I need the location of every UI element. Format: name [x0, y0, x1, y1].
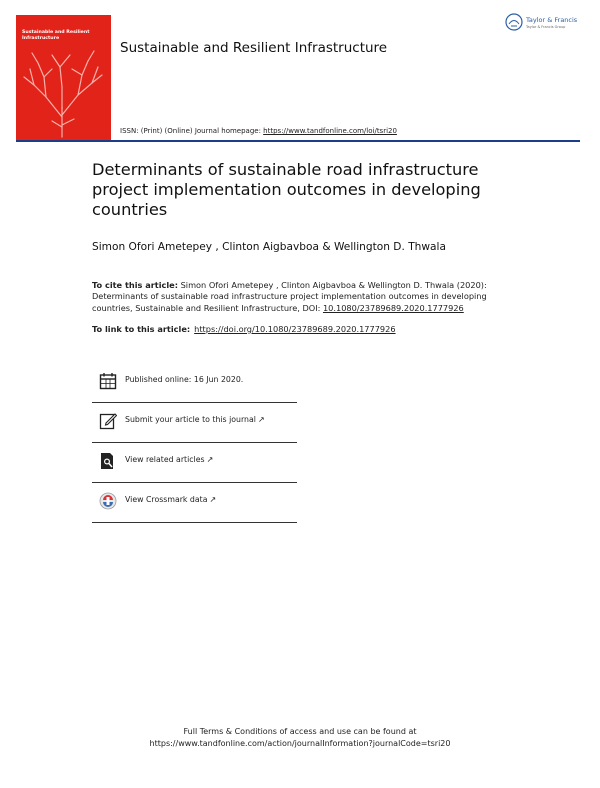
row-divider: [92, 522, 297, 523]
crossmark-label: View Crossmark data: [125, 495, 208, 504]
link-label: To link to this article:: [92, 324, 191, 334]
publisher-tagline: Taylor & Francis Group: [526, 25, 566, 29]
crossmark-link[interactable]: [125, 495, 216, 504]
submit-article-link[interactable]: [125, 415, 265, 424]
edit-icon: [99, 412, 117, 430]
footer: [0, 726, 600, 750]
published-online-row: [92, 363, 297, 403]
article-link-line: [92, 324, 396, 334]
journal-title: Sustainable and Resilient Infrastructure: [120, 40, 388, 56]
publisher-logo: [505, 13, 585, 43]
related-articles-row[interactable]: [92, 443, 297, 483]
footer-terms-link[interactable]: https://www.tandfonline.com/action/journalInformation?journalCode=tsri20: [149, 739, 451, 748]
related-articles-link[interactable]: [125, 455, 213, 464]
header-divider: [16, 140, 580, 142]
journal-cover: [16, 15, 111, 140]
article-info-links: [92, 363, 297, 523]
article-title: Determinants of sustainable road infrastructure project implementation outcomes in developing countries: [92, 160, 481, 219]
publisher-name: Taylor & Francis: [526, 16, 578, 24]
document-search-icon: [99, 452, 117, 470]
calendar-icon: [99, 372, 117, 390]
published-online-label: Published online: 16 Jun 2020.: [125, 375, 244, 384]
external-link-icon: ↗: [206, 455, 214, 464]
submit-article-row[interactable]: [92, 403, 297, 443]
crossmark-row[interactable]: [92, 483, 297, 523]
external-link-icon: ↗: [209, 495, 217, 504]
issn-line: [120, 127, 397, 135]
journal-homepage-link[interactable]: https://www.tandfonline.com/loi/tsri20: [263, 127, 397, 135]
related-articles-label: View related articles: [125, 455, 205, 464]
crossmark-icon: [99, 492, 117, 510]
publisher-logo-icon: [505, 13, 523, 31]
tree-illustration: [16, 47, 111, 140]
external-link-icon: ↗: [257, 415, 265, 424]
article-authors: Simon Ofori Ametepey , Clinton Aigbavboa & Wellington D. Thwala: [92, 241, 446, 253]
citation-block: [92, 280, 517, 314]
citation-text: Simon Ofori Ametepey , Clinton Aigbavboa & Wellington D. Thwala (2020): Determinants of sustainable road infrastructure project implementation outcomes in developing countries, Sustainable and Resilient Infrastructure, DOI:: [92, 280, 487, 313]
doi-link[interactable]: 10.1080/23789689.2020.1777926: [322, 302, 464, 313]
submit-article-label: Submit your article to this journal: [125, 415, 256, 424]
citation-label: To cite this article:: [92, 280, 178, 290]
article-url-link[interactable]: https://doi.org/10.1080/23789689.2020.1777926: [194, 324, 396, 334]
issn-prefix: ISSN: (Print) (Online) Journal homepage:: [120, 127, 264, 135]
cover-title: Sustainable and Resilient Infrastructure: [22, 30, 90, 41]
footer-terms-text: Full Terms & Conditions of access and use can be found at: [183, 727, 417, 736]
